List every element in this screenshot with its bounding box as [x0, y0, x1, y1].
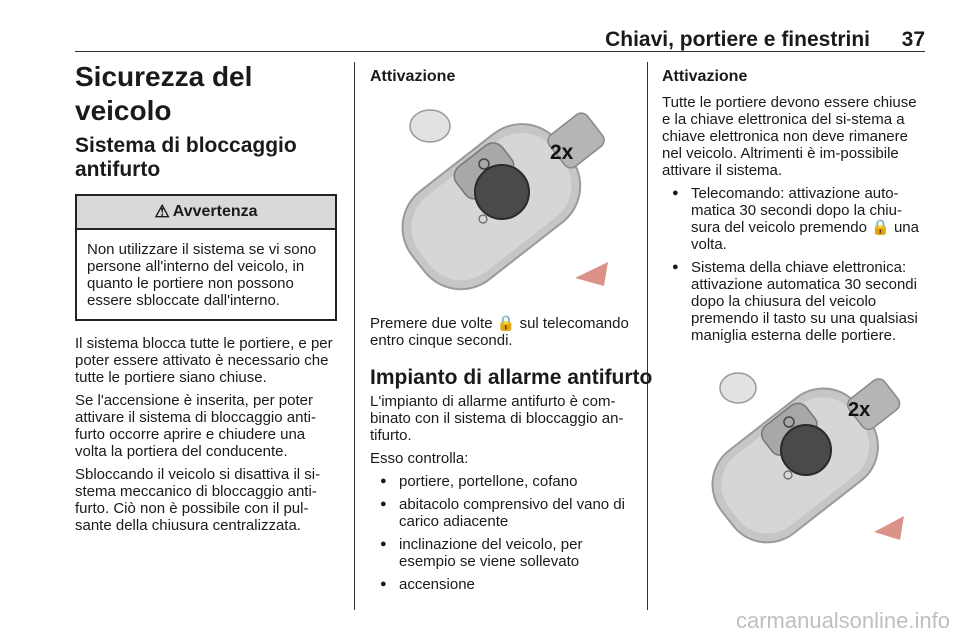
warning-label: Avvertenza [172, 203, 258, 220]
alarm-paragraph: L'impianto di allarme antifurto è com-binato con il sistema di bloccaggio an-tifurto. [370, 393, 624, 444]
list-item: ● abitacolo comprensivo del vano di carico adiacente [370, 496, 632, 530]
warning-box [75, 194, 337, 321]
key-button [475, 165, 529, 219]
warning-triangle-icon: ⚠ [154, 202, 170, 221]
list-item: ● Sistema della chiave elettronica: attivazione automatica 30 secondi dopo la chiusura del veicolo premendo il tasto su una qualsiasi maniglia esterna delle portiere. [662, 259, 925, 344]
press-twice-label: 2x [848, 399, 871, 421]
warning-header [77, 196, 335, 230]
column-divider-1 [354, 62, 355, 610]
list-item: ● Telecomando: attivazione auto-matica 30 secondi dopo la chiu-sura del veicolo premendo 🔒 una volta. [662, 185, 925, 253]
section-title: Sicurezza del veicolo [75, 61, 253, 126]
column-1 [75, 60, 337, 540]
activation-heading: Attivazione [662, 68, 748, 85]
subsection-title: Sistema di bloccaggio antifurto [75, 134, 297, 181]
paragraph: Sbloccando il veicolo si disattiva il si-stema meccanico di bloccaggio anti-furto. Ciò non è possibile con il pul-sante della chiusura centralizzata. [75, 466, 321, 534]
key-fob-illustration [370, 94, 632, 309]
list-item: ● portiere, portellone, cofano [370, 473, 632, 490]
activation-list [662, 185, 925, 344]
column-2 [370, 60, 653, 599]
image-caption: Premere due volte 🔒 sul telecomando entro cinque secondi. [370, 315, 629, 349]
warning-text: Non utilizzare il sistema se vi sono persone all'interno del veicolo, in quanto le portiere non possono essere sbloccate dall'interno. [87, 241, 317, 309]
list-item: ● inclinazione del veicolo, per esempio se viene sollevato [370, 536, 632, 570]
key-fob-illustration [686, 358, 926, 563]
list-item: ● accensione [370, 576, 632, 593]
intro-paragraph: Tutte le portiere devono essere chiuse e la chiave elettronica del si-stema a chiave elettronica non deve rimanere nel veicolo. Altrimenti è im-possibile attivare il sistema. [662, 94, 917, 179]
paragraph: Il sistema blocca tutte le portiere, e per poter essere attivato è necessario che tutte le portiere siano chiuse. [75, 335, 333, 386]
activation-heading: Attivazione [370, 68, 456, 85]
column-3 [662, 60, 925, 563]
key-button [781, 425, 831, 475]
controls-label: Esso controlla: [370, 450, 469, 467]
paragraph: Se l'accensione è inserita, per poter attivare il sistema di bloccaggio anti-furto occorre aprire e chiudere una volta la portiera del conducente. [75, 392, 316, 460]
alarm-title: Impianto di allarme antifurto [370, 366, 653, 389]
press-twice-label: 2x [550, 141, 574, 164]
watermark: carmanualsonline.info [735, 608, 950, 633]
page-header-title: Chiavi, portiere e finestrini [605, 28, 870, 51]
header-rule [75, 51, 925, 52]
page-number: 37 [901, 28, 925, 51]
column-divider-2 [647, 62, 648, 610]
controls-list [370, 473, 632, 593]
